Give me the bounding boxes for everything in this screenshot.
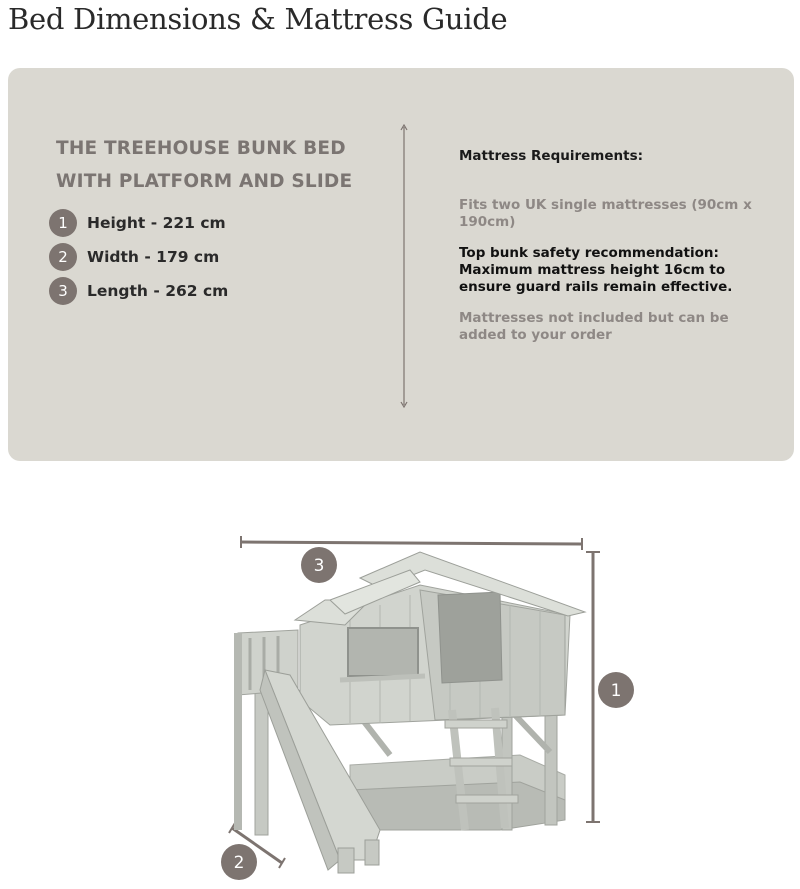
dimension-label: Width - 179 cm <box>87 248 220 266</box>
number-badge: 2 <box>49 243 77 271</box>
number-badge: 1 <box>49 209 77 237</box>
marker-2 <box>221 844 257 880</box>
safety-recommendation: Top bunk safety recommendation: Maximum mattress height 16cm to ensure guard rails remain effective. <box>459 245 733 295</box>
mattress-note: Mattresses not included but can be added to your order <box>459 310 729 343</box>
marker-1 <box>598 672 634 708</box>
height-measure-line <box>586 552 600 822</box>
mattress-requirements <box>459 148 759 344</box>
dimensions-list <box>49 209 228 311</box>
mattress-heading: Mattress Requirements: <box>459 148 644 164</box>
vertical-divider <box>398 124 410 408</box>
dimension-height <box>49 209 228 237</box>
dimension-label: Length - 262 cm <box>87 282 229 300</box>
svg-text:3: 3 <box>313 556 325 576</box>
length-measure-line <box>241 536 582 550</box>
dimension-length <box>49 277 228 305</box>
number-badge: 3 <box>49 277 77 305</box>
mattress-fit-text: Fits two UK single mattresses (90cm x 190cm) <box>459 197 752 230</box>
dimension-label: Height - 221 cm <box>87 214 226 232</box>
product-name: THE TREEHOUSE BUNK BED WITH PLATFORM AND SLIDE <box>56 138 353 192</box>
svg-text:2: 2 <box>233 853 245 873</box>
bunk-bed-illustration <box>220 530 640 885</box>
info-panel <box>8 68 794 461</box>
bed-structure <box>238 552 585 873</box>
page-title: Bed Dimensions & Mattress Guide <box>8 2 508 36</box>
dimension-width <box>49 243 228 271</box>
svg-text:1: 1 <box>610 681 622 701</box>
marker-3 <box>301 547 337 583</box>
